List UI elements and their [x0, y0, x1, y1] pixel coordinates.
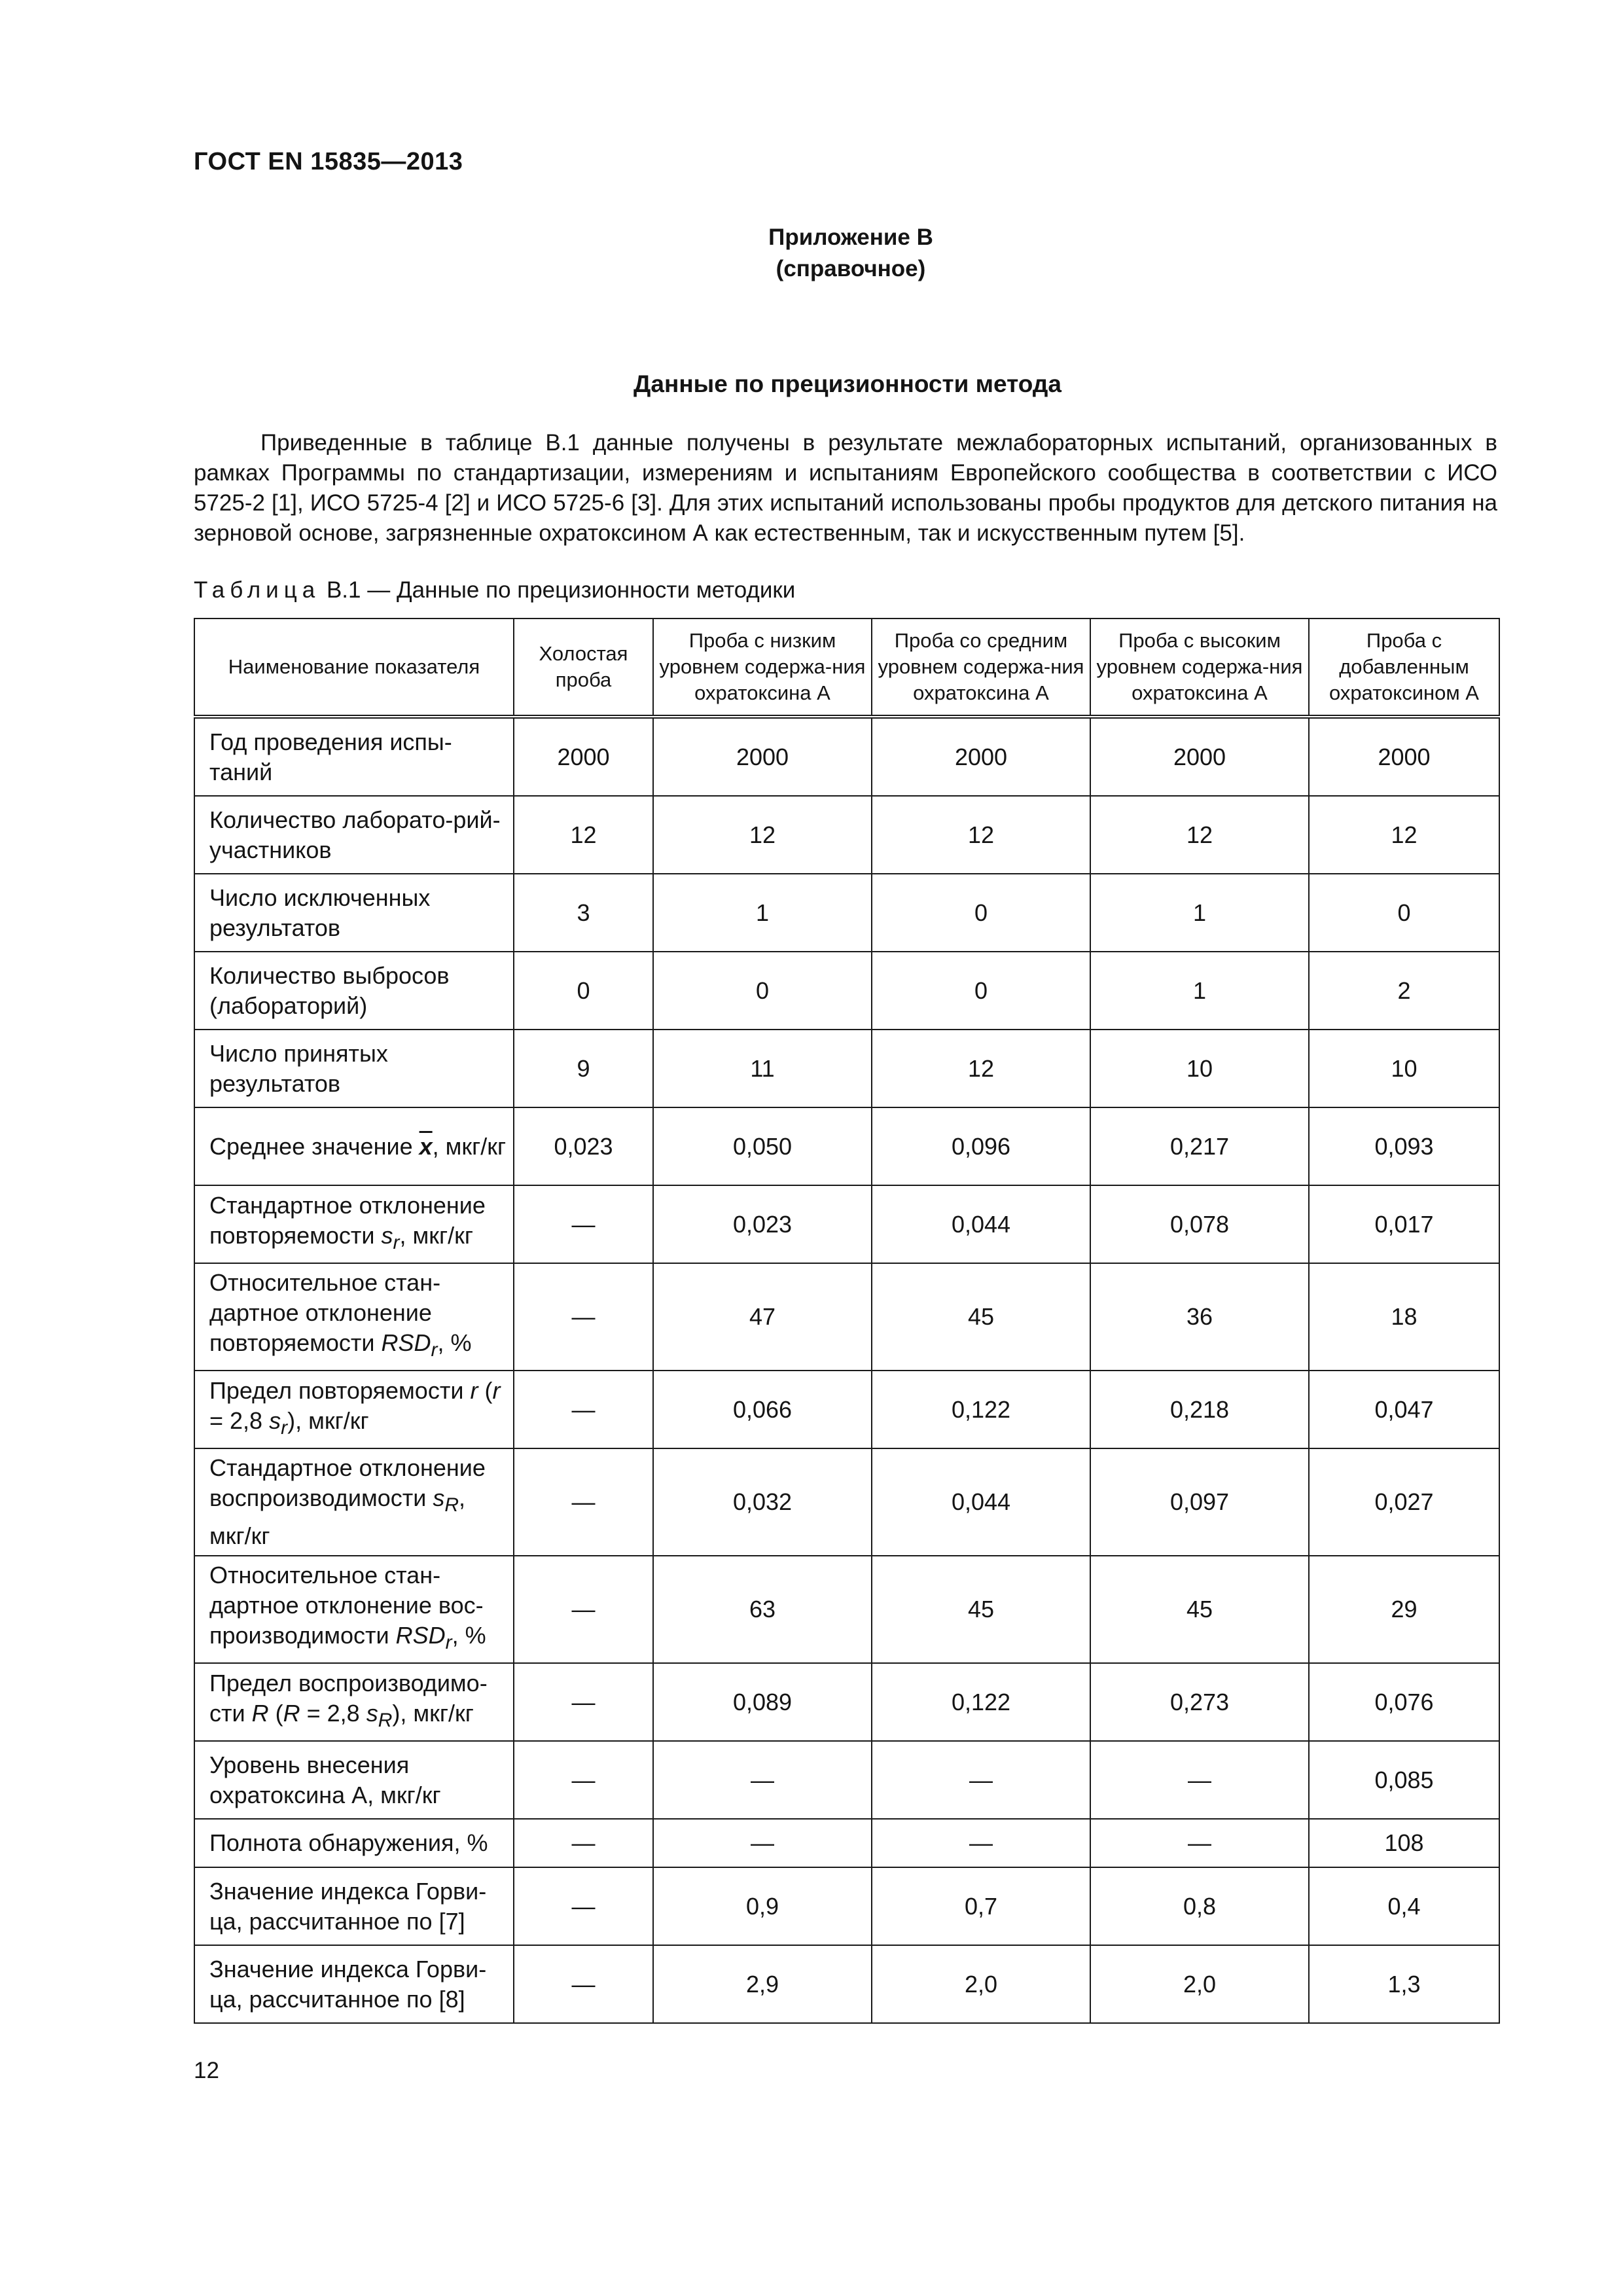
annex-title: Приложение В — [768, 224, 933, 250]
cell-high: 2,0 — [1090, 1945, 1309, 2023]
cell-medium: 0,096 — [872, 1107, 1090, 1185]
row-label: Число принятых результатов — [194, 1030, 514, 1107]
cell-high: 45 — [1090, 1556, 1309, 1663]
cell-low: 0,066 — [653, 1371, 872, 1448]
cell-low: — — [653, 1741, 872, 1819]
row-label: Значение индекса Горви-ца, рассчитанное по [7] — [194, 1867, 514, 1945]
cell-high: — — [1090, 1819, 1309, 1867]
table-row — [194, 717, 1499, 796]
table-row — [194, 1867, 1499, 1945]
cell-high: 0,218 — [1090, 1371, 1309, 1448]
table-caption-prefix: Таблица — [194, 577, 321, 603]
cell-high: 0,273 — [1090, 1663, 1309, 1741]
cell-blank: — — [514, 1448, 653, 1556]
header-spiked-sample: Проба с добавленным охратоксином А — [1309, 619, 1499, 717]
row-label: Уровень внесения охратоксина А, мкг/кг — [194, 1741, 514, 1819]
table-row — [194, 1448, 1499, 1556]
annex-status: (справочное) — [776, 256, 926, 281]
table-caption-text: В.1 — Данные по прецизионности методики — [320, 577, 796, 603]
cell-medium: 0 — [872, 952, 1090, 1030]
table-row — [194, 952, 1499, 1030]
row-label: Полнота обнаружения, % — [194, 1819, 514, 1867]
cell-spiked: 29 — [1309, 1556, 1499, 1663]
table-row — [194, 1371, 1499, 1448]
cell-low: 12 — [653, 796, 872, 874]
cell-medium: 0,7 — [872, 1867, 1090, 1945]
cell-high: 36 — [1090, 1263, 1309, 1371]
cell-low: 0,050 — [653, 1107, 872, 1185]
table-caption — [194, 577, 795, 603]
cell-low: 0,089 — [653, 1663, 872, 1741]
cell-medium: 0,122 — [872, 1371, 1090, 1448]
cell-low: 0,023 — [653, 1185, 872, 1263]
cell-spiked: 0,085 — [1309, 1741, 1499, 1819]
cell-blank: 3 — [514, 874, 653, 952]
row-label: Количество лаборато-рий-участников — [194, 796, 514, 874]
cell-medium: — — [872, 1819, 1090, 1867]
cell-blank: — — [514, 1263, 653, 1371]
row-label: Предел воспроизводимо-сти R (R = 2,8 $s_R$), мкг/кг — [194, 1663, 514, 1741]
cell-high: 0,8 — [1090, 1867, 1309, 1945]
cell-spiked: 0,017 — [1309, 1185, 1499, 1263]
header-medium-sample: Проба со средним уровнем содержа-ния охратоксина А — [872, 619, 1090, 717]
cell-high: 0,217 — [1090, 1107, 1309, 1185]
cell-spiked: 0,076 — [1309, 1663, 1499, 1741]
row-label: Относительное стан-дартное отклонение повторяемости $RSD_r$, % — [194, 1263, 514, 1371]
row-label: Среднее значение $\overline{x}$, мкг/кг — [194, 1107, 514, 1185]
cell-high: 0,078 — [1090, 1185, 1309, 1263]
cell-blank: 0,023 — [514, 1107, 653, 1185]
table-row — [194, 796, 1499, 874]
cell-blank: — — [514, 1185, 653, 1263]
cell-blank: — — [514, 1945, 653, 2023]
cell-medium: 0,122 — [872, 1663, 1090, 1741]
cell-medium: — — [872, 1741, 1090, 1819]
header-blank-sample: Холостая проба — [514, 619, 653, 717]
cell-blank: — — [514, 1741, 653, 1819]
cell-spiked: 0,4 — [1309, 1867, 1499, 1945]
row-label: Стандартное отклонение повторяемости $s_r$, мкг/кг — [194, 1185, 514, 1263]
cell-blank: — — [514, 1371, 653, 1448]
cell-spiked: 0 — [1309, 874, 1499, 952]
cell-low: 2,9 — [653, 1945, 872, 2023]
row-label: Предел повторяемости r (r = 2,8 $s_r$), мкг/кг — [194, 1371, 514, 1448]
cell-low: 0,9 — [653, 1867, 872, 1945]
cell-blank: — — [514, 1556, 653, 1663]
cell-spiked: 2000 — [1309, 717, 1499, 796]
cell-high: 2000 — [1090, 717, 1309, 796]
cell-low: 0 — [653, 952, 872, 1030]
row-label: Год проведения испы-таний — [194, 717, 514, 796]
cell-medium: 12 — [872, 796, 1090, 874]
table-row — [194, 1185, 1499, 1263]
table-row — [194, 1263, 1499, 1371]
cell-blank: — — [514, 1819, 653, 1867]
cell-medium: 45 — [872, 1556, 1090, 1663]
cell-high: 0,097 — [1090, 1448, 1309, 1556]
cell-low: 2000 — [653, 717, 872, 796]
table-row — [194, 1741, 1499, 1819]
cell-blank: — — [514, 1867, 653, 1945]
cell-high: 1 — [1090, 952, 1309, 1030]
cell-medium: 0 — [872, 874, 1090, 952]
cell-blank: 2000 — [514, 717, 653, 796]
cell-low: 63 — [653, 1556, 872, 1663]
cell-spiked: 10 — [1309, 1030, 1499, 1107]
cell-medium: 2000 — [872, 717, 1090, 796]
document-id: ГОСТ EN 15835—2013 — [194, 148, 463, 175]
row-label: Стандартное отклонение воспроизводимости $s_R$, мкг/кг — [194, 1448, 514, 1556]
cell-high: — — [1090, 1741, 1309, 1819]
cell-spiked: 1,3 — [1309, 1945, 1499, 2023]
cell-high: 12 — [1090, 796, 1309, 874]
cell-medium: 12 — [872, 1030, 1090, 1107]
cell-low: 47 — [653, 1263, 872, 1371]
cell-medium: 0,044 — [872, 1185, 1090, 1263]
cell-high: 1 — [1090, 874, 1309, 952]
cell-spiked: 12 — [1309, 796, 1499, 874]
cell-blank: 12 — [514, 796, 653, 874]
cell-medium: 0,044 — [872, 1448, 1090, 1556]
row-label: Относительное стан-дартное отклонение вос-производимости $RSD_r$, % — [194, 1556, 514, 1663]
header-indicator: Наименование показателя — [194, 619, 514, 717]
cell-blank: 0 — [514, 952, 653, 1030]
row-label: Количество выбросов (лабораторий) — [194, 952, 514, 1030]
row-label: Значение индекса Горви-ца, рассчитанное по [8] — [194, 1945, 514, 2023]
page-number: 12 — [194, 2058, 219, 2083]
table-row — [194, 1819, 1499, 1867]
cell-spiked: 0,027 — [1309, 1448, 1499, 1556]
cell-low: 0,032 — [653, 1448, 872, 1556]
cell-low: 1 — [653, 874, 872, 952]
cell-low: — — [653, 1819, 872, 1867]
mean-symbol: $\overline{x}$ — [419, 1132, 433, 1160]
cell-high: 10 — [1090, 1030, 1309, 1107]
cell-spiked: 0,093 — [1309, 1107, 1499, 1185]
precision-table — [194, 618, 1500, 2024]
table-row — [194, 1030, 1499, 1107]
cell-spiked: 18 — [1309, 1263, 1499, 1371]
table-row — [194, 1663, 1499, 1741]
header-high-sample: Проба с высоким уровнем содержа-ния охратоксина А — [1090, 619, 1309, 717]
cell-spiked: 2 — [1309, 952, 1499, 1030]
cell-blank: — — [514, 1663, 653, 1741]
cell-spiked: 108 — [1309, 1819, 1499, 1867]
cell-low: 11 — [653, 1030, 872, 1107]
cell-blank: 9 — [514, 1030, 653, 1107]
table-row — [194, 1945, 1499, 2023]
header-low-sample: Проба с низким уровнем содержа-ния охратоксина А — [653, 619, 872, 717]
intro-paragraph: Приведенные в таблице В.1 данные получены в результате межлабораторных испытаний, организованных в рамках Программы по стандартизации, измерениям и испытаниям Европейского сообщества в соответствии с ИСО 5725-2 [1], ИСО 5725-4 [2] и ИСО 5725-6 [3]. Для этих испытаний использованы пробы продуктов для детского питания на зерновой основе, загрязненные охратоксином А как естественным, так и искусственным путем [5]. — [194, 430, 1497, 546]
table-header-row — [194, 619, 1499, 717]
cell-medium: 45 — [872, 1263, 1090, 1371]
cell-spiked: 0,047 — [1309, 1371, 1499, 1448]
table-row — [194, 1107, 1499, 1185]
table-row — [194, 874, 1499, 952]
row-label: Число исключенных результатов — [194, 874, 514, 952]
section-title: Данные по прецизионности метода — [633, 370, 1061, 397]
table-row — [194, 1556, 1499, 1663]
cell-medium: 2,0 — [872, 1945, 1090, 2023]
